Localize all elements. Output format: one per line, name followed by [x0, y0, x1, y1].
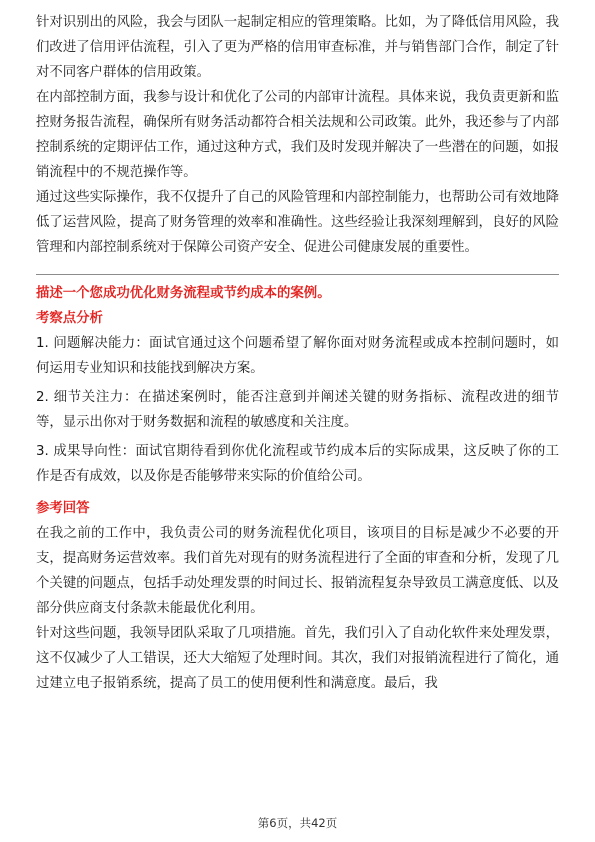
analysis-heading: 考察点分析: [36, 311, 103, 326]
intro-paragraph-2: 在内部控制方面，我参与设计和优化了公司的内部审计流程。具体来说，我负责更新和监控财务报告流程，确保所有财务活动都符合相关法规和公司政策。此外，我还参与了内部控制系统的定期评估工作，通过这种方式，我们及时发现并解决了一些潜在的问题，如报销流程中的不规范操作等。: [36, 90, 559, 180]
analysis-item-1: 1. 问题解决能力：面试官通过这个问题希望了解你面对财务流程或成本控制问题时，如何运用专业知识和技能找到解决方案。: [36, 336, 559, 376]
intro-paragraph-1: 针对识别出的风险，我会与团队一起制定相应的管理策略。比如，为了降低信用风险，我们改进了信用评估流程，引入了更为严格的信用审查标准，并与销售部门合作，制定了针对不同客户群体的信用政策。: [36, 15, 559, 80]
analysis-item-3: 3. 成果导向性：面试官期待看到你优化流程或节约成本后的实际成果，这反映了你的工作是否有成效，以及你是否能够带来实际的价值给公司。: [36, 444, 559, 484]
section-divider: [36, 274, 559, 275]
answer-paragraph-2: 针对这些问题，我领导团队采取了几项措施。首先，我们引入了自动化软件来处理发票，这不仅减少了人工错误，还大大缩短了处理时间。其次，我们对报销流程进行了简化，通过建立电子报销系统，提高了员工的使用便利性和满意度。最后，我: [36, 626, 559, 691]
analysis-item-2: 2. 细节关注力：在描述案例时，能否注意到并阐述关键的财务指标、流程改进的细节等，显示出你对于财务数据和流程的敏感度和关注度。: [36, 390, 559, 430]
answer-paragraph-1: 在我之前的工作中，我负责公司的财务流程优化项目，该项目的目标是减少不必要的开支，提高财务运营效率。我们首先对现有的财务流程进行了全面的审查和分析，发现了几个关键的问题点，包括手动处理发票的时间过长、报销流程复杂导致员工满意度低、以及部分供应商支付条款未能最优化利用。: [36, 526, 559, 616]
question-title: 描述一个您成功优化财务流程或节约成本的案例。: [36, 286, 331, 301]
page-content: [36, 10, 559, 696]
answer-heading: 参考回答: [36, 501, 90, 516]
intro-paragraph-3: 通过这些实际操作，我不仅提升了自己的风险管理和内部控制能力，也帮助公司有效地降低了运营风险，提高了财务管理的效率和准确性。这些经验让我深刻理解到，良好的风险管理和内部控制系统对于保障公司资产安全、促进公司健康发展的重要性。: [36, 190, 559, 255]
page-number-footer: 第6页，共42页: [257, 816, 338, 830]
